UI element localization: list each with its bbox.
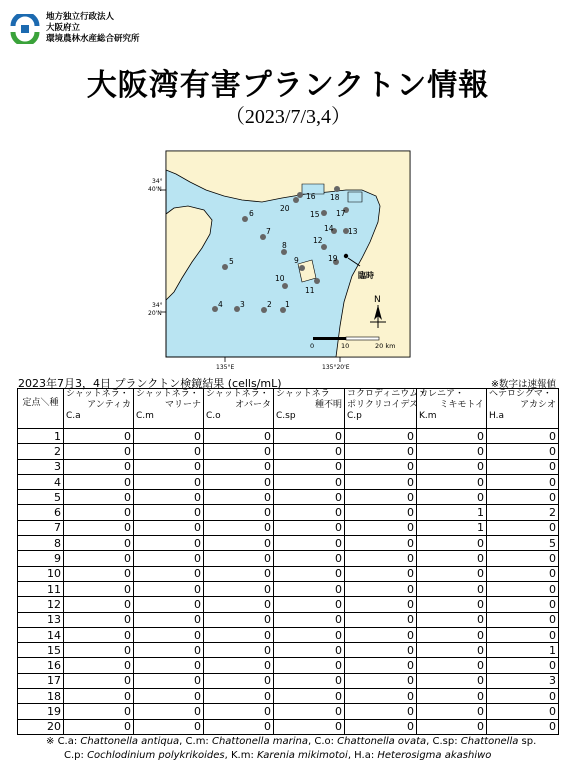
count-cell: 0 — [417, 658, 487, 673]
plankton-results-table — [17, 388, 559, 735]
table-row — [18, 459, 559, 474]
count-cell: 0 — [345, 689, 417, 704]
station-label: 14 — [324, 224, 334, 233]
count-cell: 0 — [134, 658, 204, 673]
legend-abbr: , C.sp: — [426, 736, 461, 747]
count-cell: 0 — [274, 719, 345, 734]
count-cell: 0 — [487, 658, 559, 673]
legend-abbr: C.p: — [64, 750, 88, 761]
count-cell: 0 — [417, 673, 487, 688]
station-number-cell: 20 — [18, 719, 64, 734]
count-cell: 0 — [64, 459, 134, 474]
page-subtitle: （2023/7/3,4） — [224, 106, 352, 128]
count-cell: 0 — [274, 673, 345, 688]
column-header — [274, 389, 345, 429]
legend-species: Chattonella ovata — [337, 736, 427, 747]
header-line1: ヘテロシグマ・ — [489, 389, 552, 399]
count-cell: 0 — [345, 429, 417, 444]
count-cell: 0 — [417, 643, 487, 658]
count-cell: 0 — [64, 551, 134, 566]
count-cell: 0 — [487, 597, 559, 612]
legend-abbr: , C.m: — [179, 736, 212, 747]
count-cell: 0 — [345, 536, 417, 551]
count-cell: 0 — [64, 520, 134, 535]
count-cell: 0 — [204, 551, 274, 566]
header-line2: ミキモトイ — [439, 400, 484, 410]
header-line2: オバータ — [235, 400, 271, 410]
station-number-cell: 4 — [18, 474, 64, 489]
station-label: 17 — [336, 209, 346, 218]
count-cell: 0 — [487, 474, 559, 489]
column-header — [204, 389, 274, 429]
station-number-cell: 1 — [18, 429, 64, 444]
station-number-cell: 10 — [18, 566, 64, 581]
count-cell: 0 — [134, 429, 204, 444]
count-cell: 0 — [134, 520, 204, 535]
count-cell: 1 — [417, 505, 487, 520]
count-cell: 0 — [487, 627, 559, 642]
count-cell: 0 — [417, 459, 487, 474]
count-cell: 0 — [134, 673, 204, 688]
header-line2: アカシオ — [520, 400, 556, 410]
header-line1: シャットネラ — [276, 389, 330, 399]
table-row — [18, 490, 559, 505]
count-cell: 0 — [204, 429, 274, 444]
header-line1: シャットネラ・ — [66, 389, 129, 399]
org-line: 地方独立行政法人 — [46, 12, 115, 22]
station-label: 13 — [348, 227, 358, 236]
count-cell: 0 — [134, 444, 204, 459]
count-cell: 0 — [274, 444, 345, 459]
station-label: 19 — [328, 254, 338, 263]
org-line: 環境農林水産総合研究所 — [46, 34, 140, 44]
lat-deg-label: 34° — [152, 302, 163, 309]
count-cell: 0 — [134, 581, 204, 596]
station-number-cell: 8 — [18, 536, 64, 551]
count-cell: 0 — [204, 719, 274, 734]
station-label: 6 — [249, 209, 254, 218]
count-cell: 0 — [345, 643, 417, 658]
station-number-cell: 7 — [18, 520, 64, 535]
count-cell: 5 — [487, 536, 559, 551]
header-line1: シャットネラ・ — [206, 389, 269, 399]
station-label: 16 — [306, 192, 316, 201]
count-cell: 0 — [274, 490, 345, 505]
legend-line — [46, 749, 536, 763]
station-number-cell: 15 — [18, 643, 64, 658]
table-row — [18, 520, 559, 535]
count-cell: 0 — [274, 536, 345, 551]
header-abbr: C.sp — [276, 411, 296, 421]
legend-abbr: , C.o: — [307, 736, 338, 747]
lat-min-label: 20'N — [148, 310, 162, 317]
count-cell: 0 — [64, 474, 134, 489]
header-line2: ポリクリコイデス — [347, 400, 419, 410]
count-cell: 0 — [417, 612, 487, 627]
count-cell: 0 — [134, 643, 204, 658]
count-cell: 0 — [204, 643, 274, 658]
count-cell: 0 — [274, 505, 345, 520]
count-cell: 0 — [274, 474, 345, 489]
count-cell: 3 — [487, 673, 559, 688]
table-row — [18, 566, 559, 581]
count-cell: 0 — [345, 719, 417, 734]
count-cell: 0 — [417, 719, 487, 734]
table-row — [18, 643, 559, 658]
org-line: 大阪府立 — [46, 23, 81, 33]
count-cell: 0 — [274, 627, 345, 642]
count-cell: 0 — [417, 429, 487, 444]
station-number-cell: 2 — [18, 444, 64, 459]
count-cell: 0 — [274, 566, 345, 581]
station-number-cell: 19 — [18, 704, 64, 719]
count-cell: 0 — [345, 459, 417, 474]
count-cell: 0 — [345, 444, 417, 459]
count-cell: 1 — [417, 520, 487, 535]
count-cell: 0 — [134, 474, 204, 489]
count-cell: 0 — [487, 704, 559, 719]
count-cell: 0 — [134, 689, 204, 704]
count-cell: 0 — [64, 581, 134, 596]
lat-deg-label: 34° — [152, 178, 163, 185]
station-number-cell: 12 — [18, 597, 64, 612]
count-cell: 0 — [64, 429, 134, 444]
corner-label: 定点＼種 — [22, 398, 59, 408]
legend-species: Chattonella antiqua — [80, 736, 180, 747]
count-cell: 0 — [345, 520, 417, 535]
count-cell: 0 — [204, 597, 274, 612]
count-cell: 0 — [204, 520, 274, 535]
station-number-cell: 14 — [18, 627, 64, 642]
count-cell: 0 — [204, 658, 274, 673]
legend-abbr: , H.a: — [347, 750, 378, 761]
scale-bar — [313, 337, 379, 340]
legend-mark: ※ — [46, 736, 55, 747]
table-row — [18, 474, 559, 489]
header-abbr: K.m — [419, 411, 437, 421]
count-cell: 0 — [417, 551, 487, 566]
header-line1: カレニア・ — [419, 389, 465, 399]
station-number-cell: 16 — [18, 658, 64, 673]
table-row — [18, 658, 559, 673]
scale-label: 10 — [341, 342, 350, 350]
count-cell: 0 — [64, 704, 134, 719]
header-line2: マリーナ — [164, 400, 201, 410]
column-header — [134, 389, 204, 429]
scale-label: 0 — [310, 342, 315, 350]
count-cell: 0 — [487, 581, 559, 596]
header-abbr: C.p — [347, 411, 362, 421]
preliminary-note: ※数字は速報値 — [491, 379, 556, 390]
count-cell: 0 — [134, 612, 204, 627]
header-line1: コクロディニウム・ — [347, 389, 428, 399]
count-cell: 0 — [134, 551, 204, 566]
count-cell: 0 — [274, 704, 345, 719]
count-cell: 1 — [487, 643, 559, 658]
count-cell: 0 — [345, 597, 417, 612]
table-row — [18, 536, 559, 551]
count-cell: 0 — [204, 673, 274, 688]
count-cell: 0 — [64, 643, 134, 658]
station-number-cell: 3 — [18, 459, 64, 474]
legend-species: Karenia mikimotoi — [257, 750, 348, 761]
header-line1: シャットネラ・ — [136, 389, 199, 399]
count-cell: 0 — [204, 490, 274, 505]
count-cell: 0 — [274, 581, 345, 596]
station-number-cell: 9 — [18, 551, 64, 566]
table-row — [18, 505, 559, 520]
station-label: 12 — [313, 236, 323, 245]
count-cell: 0 — [487, 459, 559, 474]
count-cell: 0 — [345, 704, 417, 719]
header-abbr: H.a — [489, 411, 504, 421]
count-cell: 0 — [487, 490, 559, 505]
count-cell: 0 — [487, 612, 559, 627]
count-cell: 0 — [487, 520, 559, 535]
station-marker — [281, 241, 287, 255]
count-cell: 0 — [64, 536, 134, 551]
table-row — [18, 704, 559, 719]
count-cell: 0 — [345, 612, 417, 627]
station-number-cell: 13 — [18, 612, 64, 627]
count-cell: 0 — [134, 459, 204, 474]
special-station-label: 臨時 — [358, 271, 374, 280]
count-cell: 0 — [204, 474, 274, 489]
count-cell: 0 — [134, 627, 204, 642]
count-cell: 0 — [274, 429, 345, 444]
station-label: 1 — [285, 300, 290, 309]
count-cell: 0 — [274, 459, 345, 474]
count-cell: 0 — [134, 704, 204, 719]
special-station-marker — [344, 254, 348, 258]
table-row — [18, 673, 559, 688]
count-cell: 0 — [417, 581, 487, 596]
station-number-cell: 11 — [18, 581, 64, 596]
osaka-bay-map — [130, 150, 420, 372]
table-row — [18, 597, 559, 612]
count-cell: 0 — [64, 490, 134, 505]
count-cell: 0 — [417, 474, 487, 489]
count-cell: 0 — [204, 627, 274, 642]
station-label: 9 — [294, 256, 299, 265]
station-number-cell: 6 — [18, 505, 64, 520]
station-label: 2 — [267, 300, 272, 309]
count-cell: 0 — [134, 597, 204, 612]
count-cell: 0 — [274, 520, 345, 535]
count-cell: 0 — [204, 566, 274, 581]
count-cell: 0 — [487, 566, 559, 581]
header-line2: 種不明 — [314, 400, 342, 410]
count-cell: 2 — [487, 505, 559, 520]
org-logo-icon — [10, 14, 40, 44]
legend-abbr: sp. — [518, 736, 537, 747]
station-label: 20 — [280, 204, 290, 213]
corner-header — [18, 389, 64, 429]
count-cell: 0 — [345, 551, 417, 566]
count-cell: 0 — [64, 505, 134, 520]
table-row — [18, 551, 559, 566]
station-label: 10 — [275, 274, 285, 283]
count-cell: 0 — [274, 551, 345, 566]
table-row — [18, 581, 559, 596]
lon-label: 135°E — [216, 364, 235, 371]
lat-min-label: 40'N — [148, 186, 162, 193]
legend-species: Chattonella marina — [211, 736, 308, 747]
count-cell: 0 — [64, 689, 134, 704]
count-cell: 0 — [134, 566, 204, 581]
count-cell: 0 — [204, 459, 274, 474]
legend-species: Cochlodinium polykrikoides — [87, 750, 225, 761]
count-cell: 0 — [274, 612, 345, 627]
count-cell: 0 — [345, 566, 417, 581]
header-abbr: C.a — [66, 411, 81, 421]
org-name — [46, 12, 140, 45]
count-cell: 0 — [345, 627, 417, 642]
count-cell: 0 — [64, 719, 134, 734]
count-cell: 0 — [64, 673, 134, 688]
count-cell: 0 — [274, 689, 345, 704]
count-cell: 0 — [64, 658, 134, 673]
station-label: 8 — [282, 241, 287, 250]
header-abbr: C.o — [206, 411, 221, 421]
header-abbr: C.m — [136, 411, 154, 421]
table-caption: 2023年7月3，4日 プランクトン検鏡結果 (cells/mL) — [18, 377, 282, 390]
station-number-cell: 18 — [18, 689, 64, 704]
count-cell: 0 — [204, 704, 274, 719]
station-label: 7 — [266, 227, 271, 236]
count-cell: 0 — [417, 490, 487, 505]
table-row — [18, 627, 559, 642]
count-cell: 0 — [204, 581, 274, 596]
column-header — [64, 389, 134, 429]
count-cell: 0 — [274, 658, 345, 673]
table-row — [18, 612, 559, 627]
count-cell: 0 — [345, 673, 417, 688]
count-cell: 0 — [64, 566, 134, 581]
count-cell: 0 — [64, 444, 134, 459]
station-label: 3 — [240, 300, 245, 309]
north-label: N — [374, 295, 381, 305]
count-cell: 0 — [64, 627, 134, 642]
station-label: 5 — [229, 257, 234, 266]
count-cell: 0 — [134, 490, 204, 505]
count-cell: 0 — [417, 566, 487, 581]
count-cell: 0 — [487, 429, 559, 444]
table-row — [18, 689, 559, 704]
count-cell: 0 — [345, 581, 417, 596]
count-cell: 0 — [64, 597, 134, 612]
count-cell: 0 — [204, 505, 274, 520]
station-label: 18 — [330, 193, 340, 202]
legend-species: Heterosigma akashiwo — [377, 750, 492, 761]
count-cell: 0 — [487, 689, 559, 704]
scale-label: 20 km — [375, 342, 396, 350]
count-cell: 0 — [417, 597, 487, 612]
count-cell: 0 — [204, 536, 274, 551]
column-header — [487, 389, 559, 429]
count-cell: 0 — [417, 536, 487, 551]
station-label: 15 — [310, 210, 320, 219]
legend-abbr: C.a: — [57, 736, 81, 747]
count-cell: 0 — [64, 612, 134, 627]
count-cell: 0 — [487, 719, 559, 734]
lon-label: 135°20'E — [322, 364, 350, 371]
column-header — [417, 389, 487, 429]
station-label: 4 — [218, 300, 223, 309]
species-legend — [46, 735, 536, 763]
count-cell: 0 — [274, 597, 345, 612]
count-cell: 0 — [345, 658, 417, 673]
header-line2: アンティカ — [87, 400, 131, 410]
count-cell: 0 — [134, 505, 204, 520]
station-number-cell: 17 — [18, 673, 64, 688]
table-row — [18, 719, 559, 734]
count-cell: 0 — [417, 704, 487, 719]
count-cell: 0 — [487, 551, 559, 566]
count-cell: 0 — [134, 719, 204, 734]
count-cell: 0 — [345, 490, 417, 505]
count-cell: 0 — [134, 536, 204, 551]
table-row — [18, 429, 559, 444]
count-cell: 0 — [274, 643, 345, 658]
legend-line — [46, 735, 536, 749]
count-cell: 0 — [204, 612, 274, 627]
count-cell: 0 — [204, 444, 274, 459]
table-body — [18, 429, 559, 735]
count-cell: 0 — [417, 627, 487, 642]
table-row — [18, 444, 559, 459]
page-title: 大阪湾有害プランクトン情報 — [86, 68, 490, 103]
count-cell: 0 — [417, 444, 487, 459]
count-cell: 0 — [345, 474, 417, 489]
station-label: 11 — [305, 286, 315, 295]
count-cell: 0 — [204, 689, 274, 704]
count-cell: 0 — [345, 505, 417, 520]
legend-species: Chattonella — [460, 736, 519, 747]
legend-abbr: , K.m: — [224, 750, 258, 761]
station-number-cell: 5 — [18, 490, 64, 505]
count-cell: 0 — [487, 444, 559, 459]
count-cell: 0 — [417, 689, 487, 704]
